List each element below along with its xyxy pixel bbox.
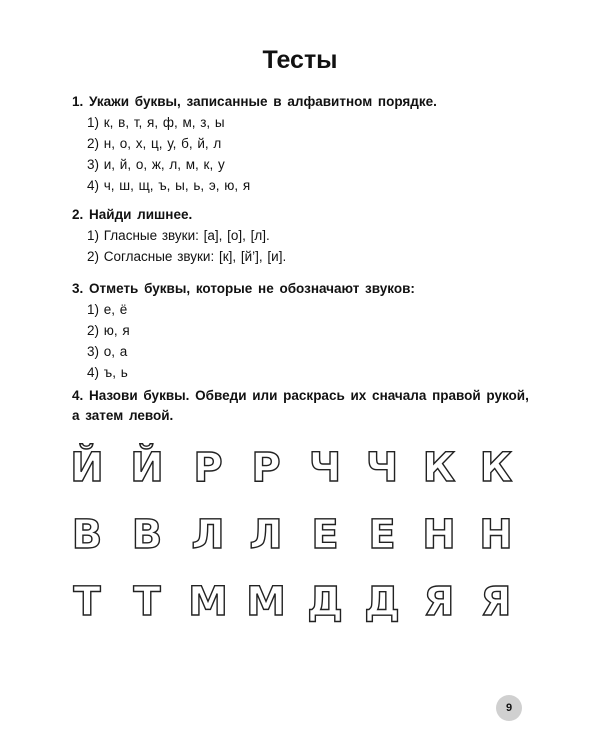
outline-letter[interactable]: Ч	[308, 445, 342, 491]
task-3-option-3[interactable]: 3) о, а	[87, 344, 128, 359]
task-3-option-1[interactable]: 1) е, ё	[87, 302, 128, 317]
outline-letter[interactable]: Й	[70, 445, 104, 491]
task-1-title: 1. Укажи буквы, записанные в алфавитном порядке.	[72, 94, 437, 109]
outline-letter[interactable]: Й	[130, 445, 164, 491]
task-2-option-1[interactable]: 1) Гласные звуки: [а], [о], [л].	[87, 228, 270, 243]
outline-letter[interactable]: М	[246, 579, 286, 625]
outline-letter[interactable]: Л	[191, 512, 225, 558]
outline-letter[interactable]: Е	[368, 512, 396, 558]
outline-letter[interactable]: К	[422, 445, 456, 491]
outline-letter[interactable]: Д	[307, 579, 343, 625]
outline-letter[interactable]: К	[479, 445, 513, 491]
outline-letter[interactable]: Р	[193, 445, 223, 491]
page-title: Тесты	[262, 46, 338, 74]
outline-letter[interactable]: Д	[364, 579, 400, 625]
task-1-options	[72, 112, 542, 196]
outline-letter[interactable]: Я	[480, 579, 512, 625]
task-2-options	[72, 225, 542, 267]
task-3-options	[72, 299, 542, 383]
outline-letter[interactable]: Т	[73, 579, 101, 625]
task-1-option-2[interactable]: 2) н, о, х, ц, у, б, й, л	[87, 136, 222, 151]
task-1-option-3[interactable]: 3) и, й, о, ж, л, м, к, у	[87, 157, 225, 172]
task-1	[72, 92, 542, 196]
outline-letter[interactable]: М	[188, 579, 228, 625]
page-number-badge: 9	[496, 695, 522, 721]
outline-letter[interactable]: В	[131, 512, 163, 558]
outline-letter[interactable]: Т	[133, 579, 161, 625]
outline-letter[interactable]: Л	[249, 512, 283, 558]
outline-letter[interactable]: Я	[423, 579, 455, 625]
task-3-option-2[interactable]: 2) ю, я	[87, 323, 130, 338]
task-4-title: 4. Назови буквы. Обведи или раскрась их сначала правой рукой, а затем левой.	[72, 388, 529, 423]
outline-letter[interactable]: Н	[422, 512, 456, 558]
task-3-option-4[interactable]: 4) ъ, ь	[87, 365, 128, 380]
task-1-option-1[interactable]: 1) к, в, т, я, ф, м, з, ы	[87, 115, 225, 130]
task-3-title: 3. Отметь буквы, которые не обозначают звуков:	[72, 281, 415, 296]
outline-letter[interactable]: Р	[251, 445, 281, 491]
task-1-option-4[interactable]: 4) ч, ш, щ, ъ, ы, ь, э, ю, я	[87, 178, 251, 193]
outline-letter[interactable]: В	[71, 512, 103, 558]
task-2-option-2[interactable]: 2) Согласные звуки: [к], [й’], [и].	[87, 249, 287, 264]
task-2-title: 2. Найди лишнее.	[72, 207, 193, 222]
letter-row-2	[62, 507, 522, 569]
outline-letter[interactable]: Н	[479, 512, 513, 558]
letter-row-1	[62, 440, 522, 502]
task-3	[72, 279, 542, 383]
outline-letter[interactable]: Е	[311, 512, 339, 558]
letter-row-3	[62, 574, 522, 636]
outline-letters-grid	[62, 440, 522, 636]
task-2	[72, 205, 542, 267]
task-4	[72, 386, 542, 426]
outline-letter[interactable]: Ч	[365, 445, 399, 491]
